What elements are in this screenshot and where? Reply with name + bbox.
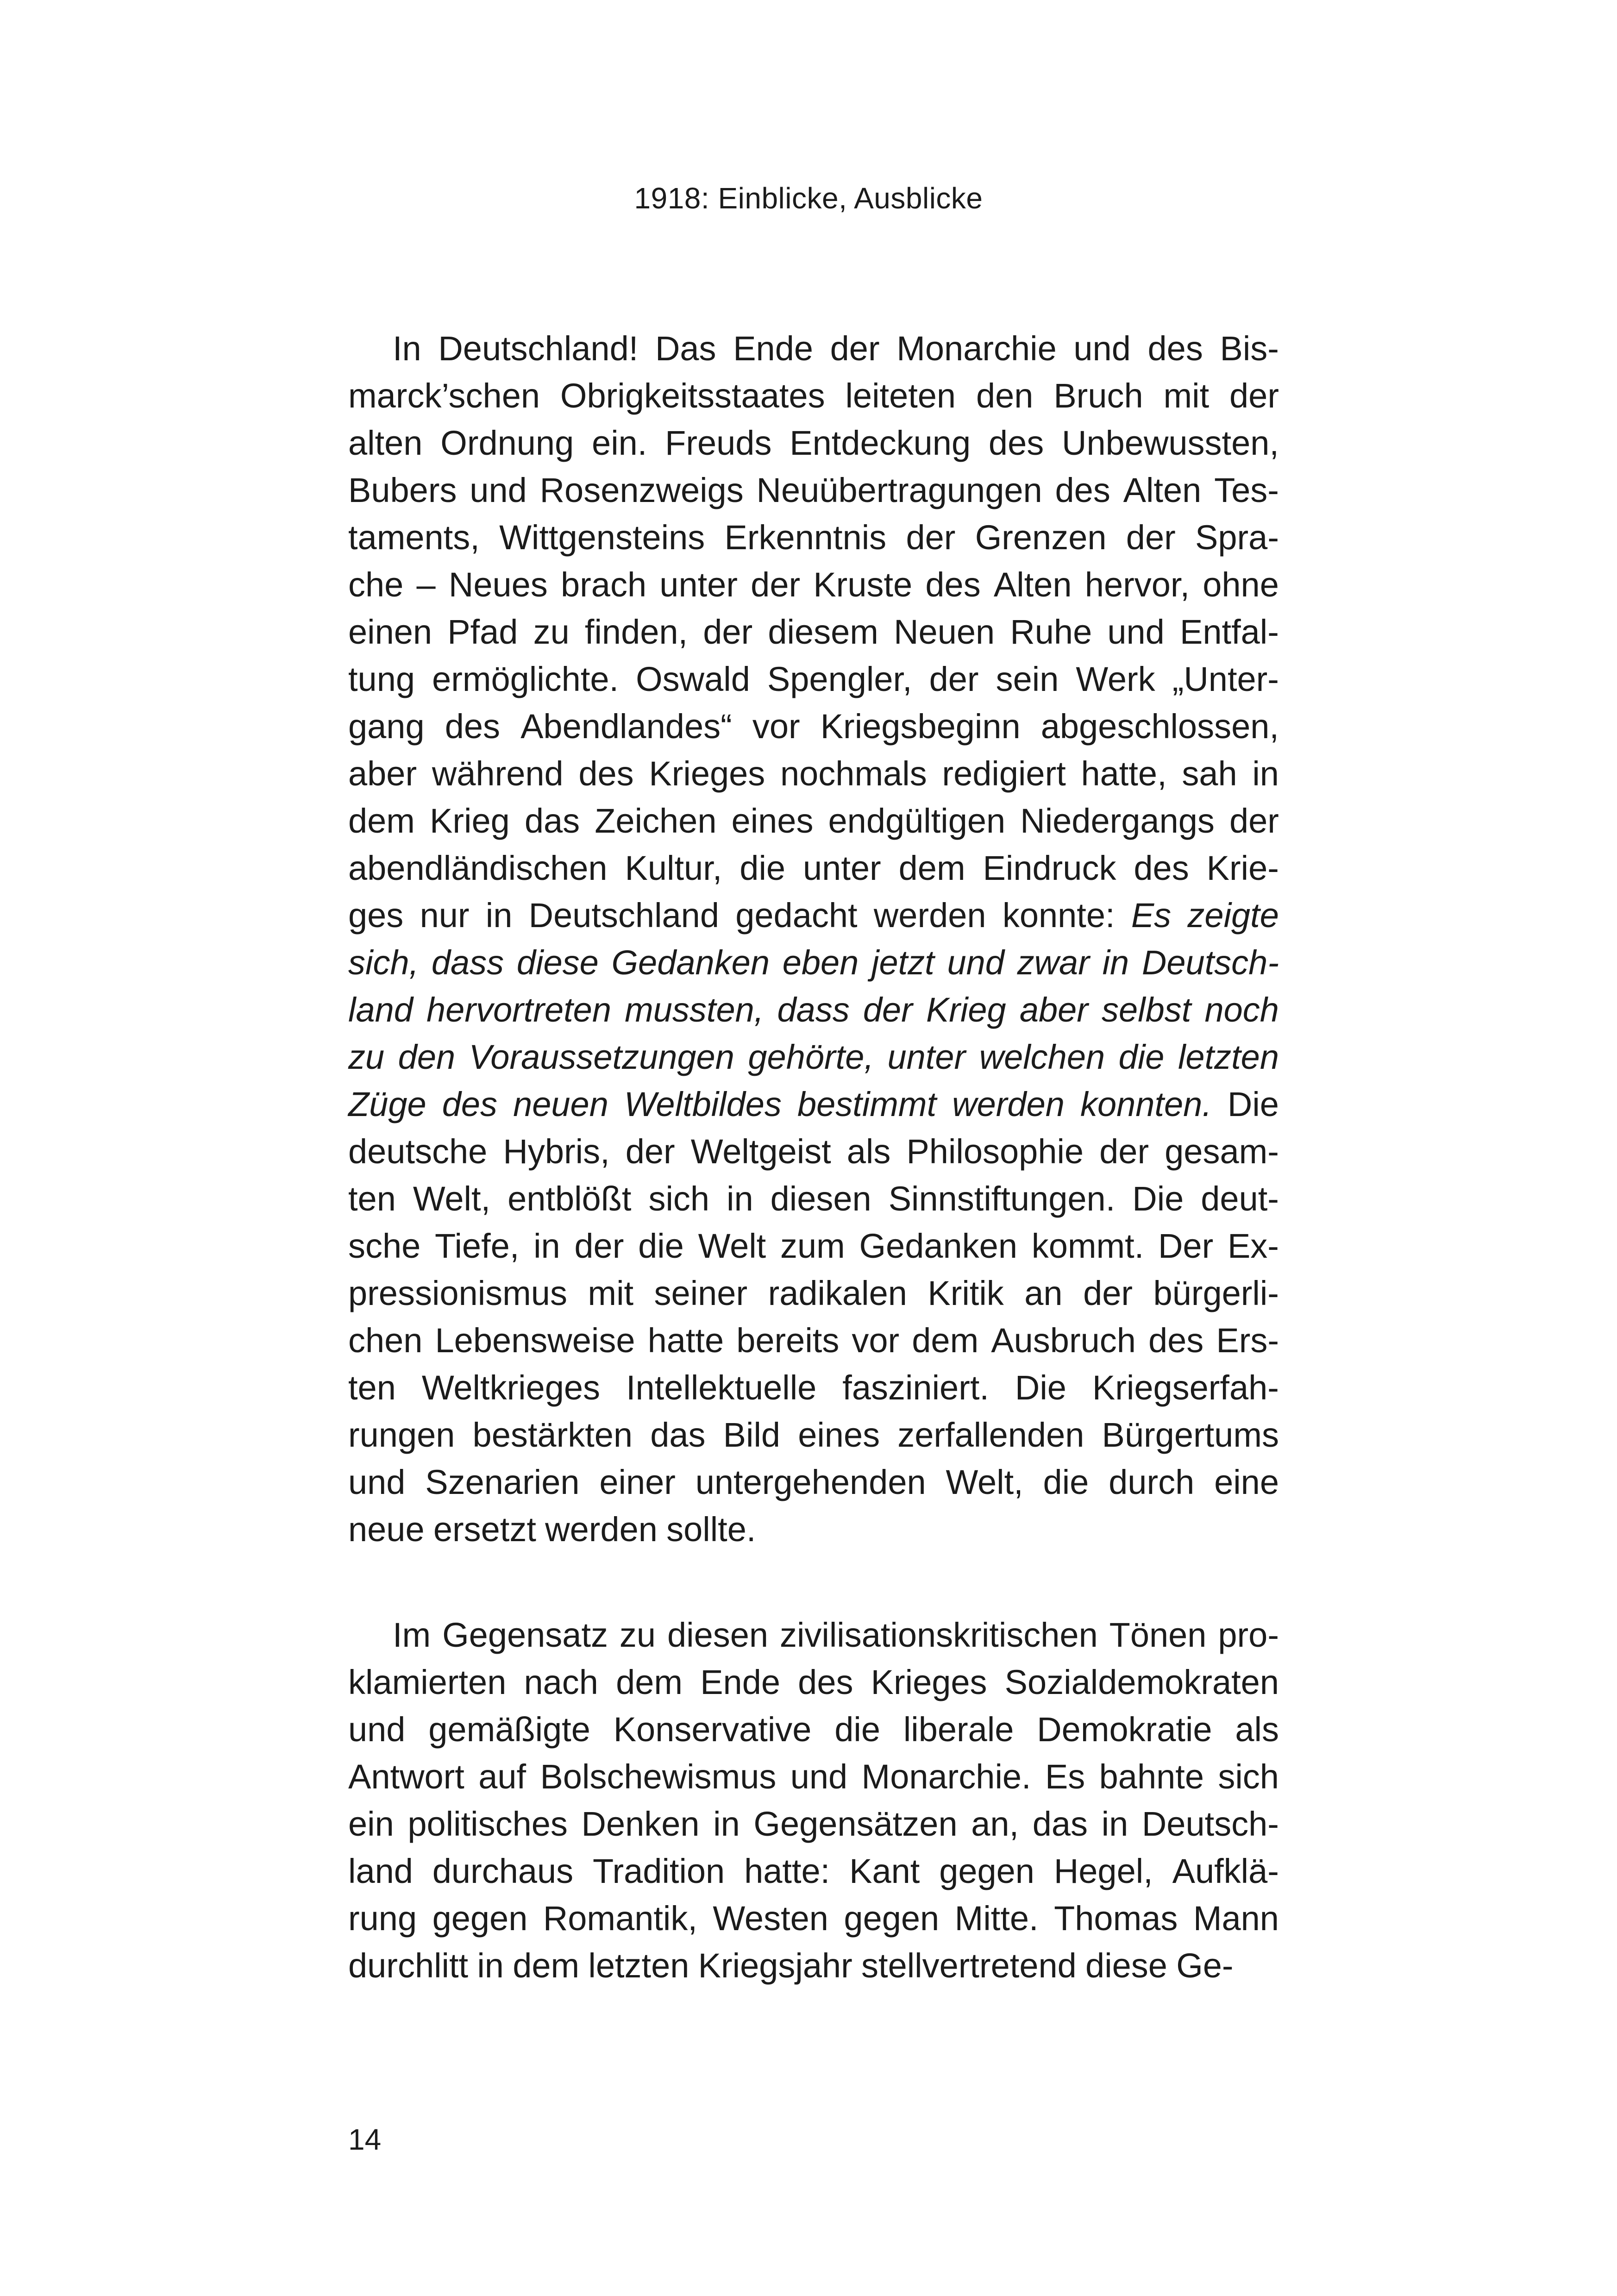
text-line: rung gegen Romantik, Westen gegen Mitte. Thomas Mann [348, 1899, 1279, 1938]
body-text [348, 325, 1279, 1989]
text-line: klamierten nach dem Ende des Krieges Sozialdemokraten [348, 1663, 1279, 1701]
text-line: In Deutschland! Das Ende der Monarchie und des Bis- [393, 329, 1279, 368]
text-line: alten Ordnung ein. Freuds Entdeckung des Unbewussten, [348, 424, 1279, 462]
text-line: pressionismus mit seiner radikalen Kritik an der bürgerli- [348, 1274, 1279, 1312]
text-line: taments, Wittgensteins Erkenntnis der Grenzen der Spra- [348, 518, 1279, 557]
text-line: tung ermöglichte. Oswald Spengler, der sein Werk „Unter- [348, 660, 1279, 698]
text-line: dem Krieg das Zeichen eines endgültigen Niedergangs der [348, 802, 1279, 840]
running-head: 1918: Einblicke, Ausblicke [634, 182, 983, 215]
text-line: ein politisches Denken in Gegensätzen an, das in Deutsch- [348, 1805, 1279, 1843]
text-line: chen Lebensweise hatte bereits vor dem Ausbruch des Ers- [348, 1321, 1279, 1360]
text-line: Bubers und Rosenzweigs Neuübertragungen des Alten Tes- [348, 471, 1279, 509]
text-line: Antwort auf Bolschewismus und Monarchie. Es bahnte sich [348, 1757, 1279, 1796]
paragraph [348, 1612, 1279, 1989]
text-line: rungen bestärkten das Bild eines zerfallenden Bürgertums [348, 1416, 1279, 1454]
text-line: gang des Abendlandes“ vor Kriegsbeginn abgeschlossen, [348, 707, 1279, 746]
text-line: land durchaus Tradition hatte: Kant gegen Hegel, Aufklä- [348, 1852, 1279, 1890]
paragraph-gap [348, 1553, 1279, 1612]
page-number: 14 [348, 2123, 382, 2156]
text-line: Im Gegensatz zu diesen zivilisationskritischen Tönen pro- [393, 1616, 1279, 1654]
text-line: aber während des Krieges nochmals redigiert hatte, sah in [348, 754, 1279, 793]
text-line: abendländischen Kultur, die unter dem Eindruck des Krie- [348, 849, 1279, 887]
text-line: und Szenarien einer untergehenden Welt, die durch eine [348, 1463, 1279, 1501]
text-line: ges nur in Deutschland gedacht werden konnte: Es zeigte [348, 896, 1279, 935]
text-line: einen Pfad zu finden, der diesem Neuen Ruhe und Entfal- [348, 613, 1279, 651]
text-line: Züge des neuen Weltbildes bestimmt werden konnten. Die [348, 1085, 1279, 1123]
text-line: und gemäßigte Konservative die liberale Demokratie als [348, 1710, 1279, 1749]
text-line: ten Welt, entblößt sich in diesen Sinnstiftungen. Die deut- [348, 1179, 1279, 1218]
text-line: deutsche Hybris, der Weltgeist als Philosophie der gesam- [348, 1132, 1279, 1171]
text-line: zu den Voraussetzungen gehörte, unter welchen die letzten [348, 1038, 1279, 1076]
text-line: land hervortreten mussten, dass der Krieg aber selbst noch [348, 991, 1279, 1029]
text-line: sche Tiefe, in der die Welt zum Gedanken kommt. Der Ex- [348, 1227, 1279, 1265]
text-line: sich, dass diese Gedanken eben jetzt und zwar in Deutsch- [348, 943, 1279, 982]
text-line: marck’schen Obrigkeitsstaates leiteten den Bruch mit der [348, 376, 1279, 415]
text-line: durchlitt in dem letzten Kriegsjahr stellvertretend diese Ge- [348, 1946, 1234, 1985]
text-line: ten Weltkrieges Intellektuelle fasziniert. Die Kriegserfah- [348, 1368, 1279, 1407]
text-line: che – Neues brach unter der Kruste des Alten hervor, ohne [348, 565, 1279, 604]
text-line: neue ersetzt werden sollte. [348, 1510, 756, 1549]
paragraph [348, 325, 1279, 1553]
